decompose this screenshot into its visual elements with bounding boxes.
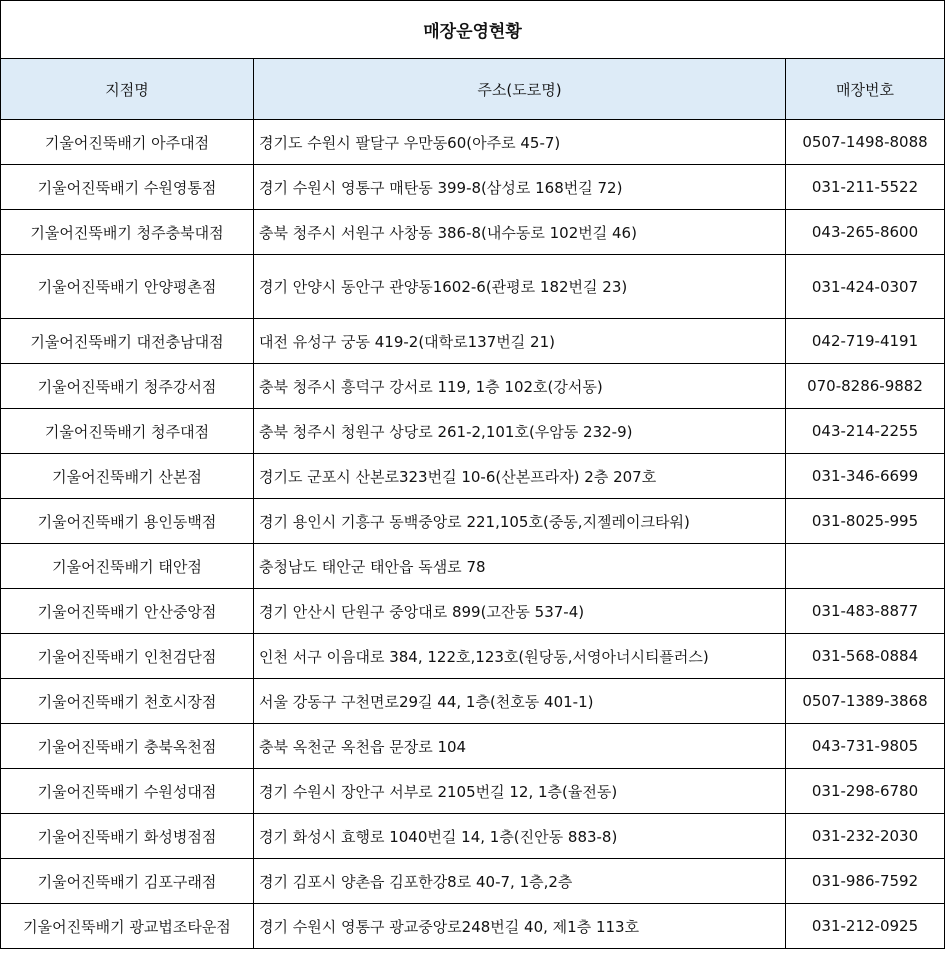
store-name-cell: 기울어진뚝배기 용인동백점	[1, 499, 254, 544]
table-row	[1, 544, 945, 589]
store-address-cell: 경기 김포시 양촌읍 김포한강8로 40-7, 1층,2층	[254, 859, 786, 904]
store-phone-cell: 031-8025-995	[786, 499, 945, 544]
store-name-cell: 기울어진뚝배기 천호시장점	[1, 679, 254, 724]
table-row	[1, 364, 945, 409]
store-address-cell: 경기도 수원시 팔달구 우만동60(아주로 45-7)	[254, 120, 786, 165]
table-row	[1, 814, 945, 859]
store-address-cell: 경기 안양시 동안구 관양동1602-6(관평로 182번길 23)	[254, 255, 786, 319]
store-name-cell: 기울어진뚝배기 김포구래점	[1, 859, 254, 904]
store-address-cell: 경기도 군포시 산본로323번길 10-6(산본프라자) 2층 207호	[254, 454, 786, 499]
store-address-cell: 경기 수원시 장안구 서부로 2105번길 12, 1층(율전동)	[254, 769, 786, 814]
table-row	[1, 255, 945, 319]
store-phone-cell: 031-212-0925	[786, 904, 945, 949]
store-phone-cell: 031-232-2030	[786, 814, 945, 859]
store-name-cell: 기울어진뚝배기 수원성대점	[1, 769, 254, 814]
store-address-cell: 경기 안산시 단원구 중앙대로 899(고잔동 537-4)	[254, 589, 786, 634]
store-name-cell: 기울어진뚝배기 대전충남대점	[1, 319, 254, 364]
store-name-cell: 기울어진뚝배기 인천검단점	[1, 634, 254, 679]
store-name-cell: 기울어진뚝배기 안산중앙점	[1, 589, 254, 634]
store-phone-cell: 0507-1498-8088	[786, 120, 945, 165]
store-address-cell: 경기 화성시 효행로 1040번길 14, 1층(진안동 883-8)	[254, 814, 786, 859]
store-address-cell: 충북 청주시 청원구 상당로 261-2,101호(우암동 232-9)	[254, 409, 786, 454]
table-row	[1, 634, 945, 679]
store-address-cell: 인천 서구 이음대로 384, 122호,123호(원당동,서영아너시티플러스)	[254, 634, 786, 679]
store-name-cell: 기울어진뚝배기 아주대점	[1, 120, 254, 165]
store-address-cell: 경기 수원시 영통구 광교중앙로248번길 40, 제1층 113호	[254, 904, 786, 949]
store-name-cell: 기울어진뚝배기 청주대점	[1, 409, 254, 454]
table-row	[1, 454, 945, 499]
store-address-cell: 경기 용인시 기흥구 동백중앙로 221,105호(중동,지젤레이크타워)	[254, 499, 786, 544]
store-name-cell: 기울어진뚝배기 산본점	[1, 454, 254, 499]
table-row	[1, 769, 945, 814]
store-address-cell: 충북 청주시 서원구 사창동 386-8(내수동로 102번길 46)	[254, 210, 786, 255]
store-address-cell: 충북 청주시 흥덕구 강서로 119, 1층 102호(강서동)	[254, 364, 786, 409]
store-phone-cell: 031-424-0307	[786, 255, 945, 319]
page-title: 매장운영현황	[1, 1, 945, 59]
table-row	[1, 120, 945, 165]
column-header-name: 지점명	[1, 59, 254, 120]
store-phone-cell: 031-483-8877	[786, 589, 945, 634]
store-address-cell: 충청남도 태안군 태안읍 독샘로 78	[254, 544, 786, 589]
table-row	[1, 679, 945, 724]
store-phone-cell: 043-214-2255	[786, 409, 945, 454]
store-phone-cell: 0507-1389-3868	[786, 679, 945, 724]
store-phone-cell: 031-211-5522	[786, 165, 945, 210]
store-phone-cell	[786, 544, 945, 589]
store-name-cell: 기울어진뚝배기 청주강서점	[1, 364, 254, 409]
store-phone-cell: 043-731-9805	[786, 724, 945, 769]
store-name-cell: 기울어진뚝배기 청주충북대점	[1, 210, 254, 255]
store-address-cell: 충북 옥천군 옥천읍 문장로 104	[254, 724, 786, 769]
store-address-cell: 서울 강동구 구천면로29길 44, 1층(천호동 401-1)	[254, 679, 786, 724]
table-row	[1, 904, 945, 949]
store-name-cell: 기울어진뚝배기 충북옥천점	[1, 724, 254, 769]
store-address-cell: 대전 유성구 궁동 419-2(대학로137번길 21)	[254, 319, 786, 364]
store-phone-cell: 031-568-0884	[786, 634, 945, 679]
store-phone-cell: 031-986-7592	[786, 859, 945, 904]
table-row	[1, 589, 945, 634]
table-row	[1, 210, 945, 255]
table-row	[1, 319, 945, 364]
table-row	[1, 859, 945, 904]
column-header-phone: 매장번호	[786, 59, 945, 120]
store-phone-cell: 031-298-6780	[786, 769, 945, 814]
store-name-cell: 기울어진뚝배기 태안점	[1, 544, 254, 589]
table-row	[1, 724, 945, 769]
store-phone-cell: 043-265-8600	[786, 210, 945, 255]
store-name-cell: 기울어진뚝배기 광교법조타운점	[1, 904, 254, 949]
store-address-cell: 경기 수원시 영통구 매탄동 399-8(삼성로 168번길 72)	[254, 165, 786, 210]
store-name-cell: 기울어진뚝배기 화성병점점	[1, 814, 254, 859]
table-row	[1, 409, 945, 454]
table-row	[1, 165, 945, 210]
store-phone-cell: 042-719-4191	[786, 319, 945, 364]
store-phone-cell: 031-346-6699	[786, 454, 945, 499]
table-row	[1, 499, 945, 544]
column-header-address: 주소(도로명)	[254, 59, 786, 120]
store-phone-cell: 070-8286-9882	[786, 364, 945, 409]
store-name-cell: 기울어진뚝배기 안양평촌점	[1, 255, 254, 319]
store-name-cell: 기울어진뚝배기 수원영통점	[1, 165, 254, 210]
